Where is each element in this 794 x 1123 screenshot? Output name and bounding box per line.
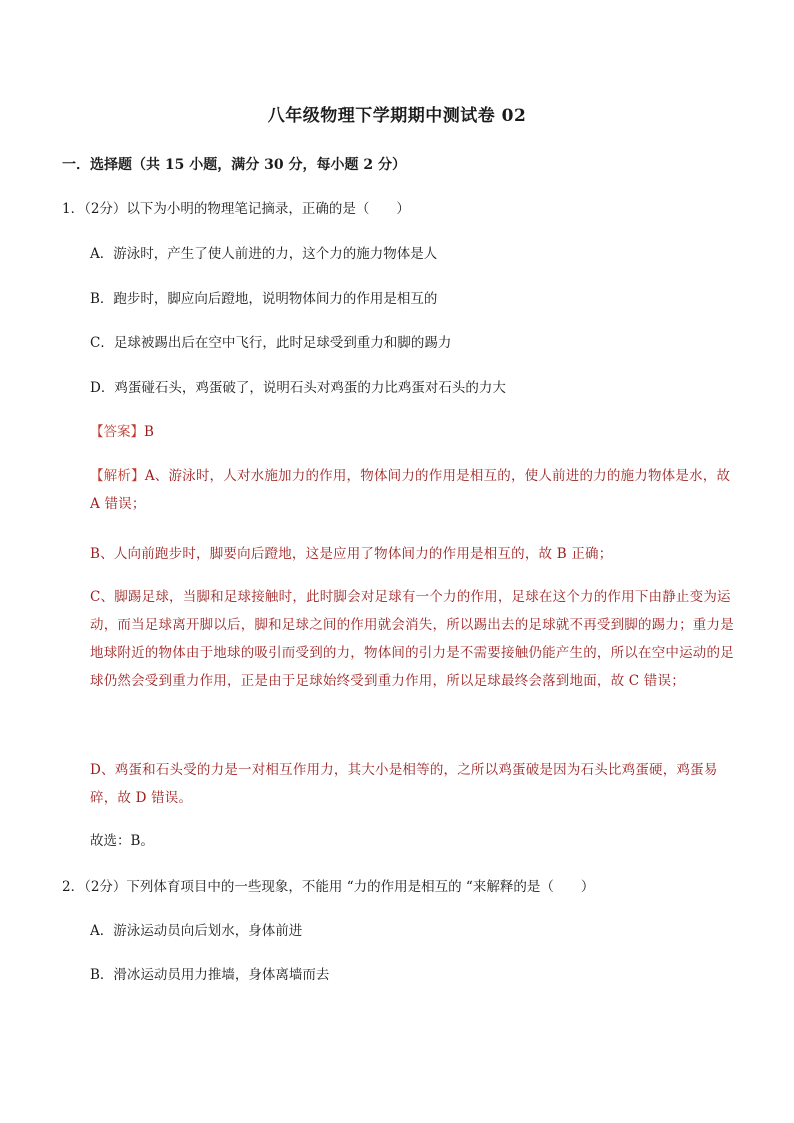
question-1-answer [90,421,154,443]
analysis-paragraph-c: C、脚踢足球，当脚和足球接触时，此时脚会对足球有一个力的作用，足球在这个力的作用下由静止变为运动，而当足球离开脚以后，脚和足球之间的作用就会消失，所以踢出去的足球就不再受到脚的踢力；重力是地球附近的物体由于地球的吸引而受到的力，物体间的引力是不需要接触仍能产生的，所以在空中运动的足球仍然会受到重力作用，正是由于足球始终受到重力作用，所以足球最终会落到地面，故 C 错误； [90,589,734,689]
question-1-stem: 1．（2分）以下为小明的物理笔记摘录，正确的是（ ） [62,201,410,217]
answer-value: B [144,424,154,440]
question-2-stem: 2．（2分）下列体育项目中的一些现象，不能用 “力的作用是相互的 “来解释的是（ ） [62,879,595,895]
question-1-option-b: B．跑步时，脚应向后蹬地，说明物体间力的作用是相互的 [90,291,438,307]
analysis-paragraph-d: D、鸡蛋和石头受的力是一对相互作用力，其大小是相等的，之所以鸡蛋破是因为石头比鸡蛋硬，鸡蛋易碎，故 D 错误。 [90,762,718,806]
question-1-option-d: D．鸡蛋碰石头，鸡蛋破了，说明石头对鸡蛋的力比鸡蛋对石头的力大 [90,380,506,396]
question-2-option-a: A．游泳运动员向后划水，身体前进 [90,923,303,939]
page-title: 八年级物理下学期期中测试卷 02 [267,106,527,126]
question-1-option-c: C．足球被踢出后在空中飞行，此时足球受到重力和脚的踢力 [90,335,452,351]
section-heading: 一．选择题（共 15 小题，满分 30 分，每小题 2 分） [62,157,406,173]
analysis-tag: 【解析】 [90,468,145,484]
question-1-conclusion: 故选：B。 [90,833,154,849]
question-2-option-b: B．滑冰运动员用力推墙，身体离墙而去 [90,967,330,983]
question-1-option-a: A．游泳时，产生了使人前进的力，这个力的施力物体是人 [90,246,438,262]
answer-tag: 【答案】 [90,424,144,440]
analysis-paragraph-a [90,462,740,518]
analysis-a-text: A、游泳时，人对水施加力的作用，物体间力的作用是相互的，使人前进的力的施力物体是水，故 A 错误； [90,468,731,512]
analysis-paragraph-b: B、人向前跑步时，脚要向后蹬地，这是应用了物体间力的作用是相互的，故 B 正确； [90,546,613,562]
